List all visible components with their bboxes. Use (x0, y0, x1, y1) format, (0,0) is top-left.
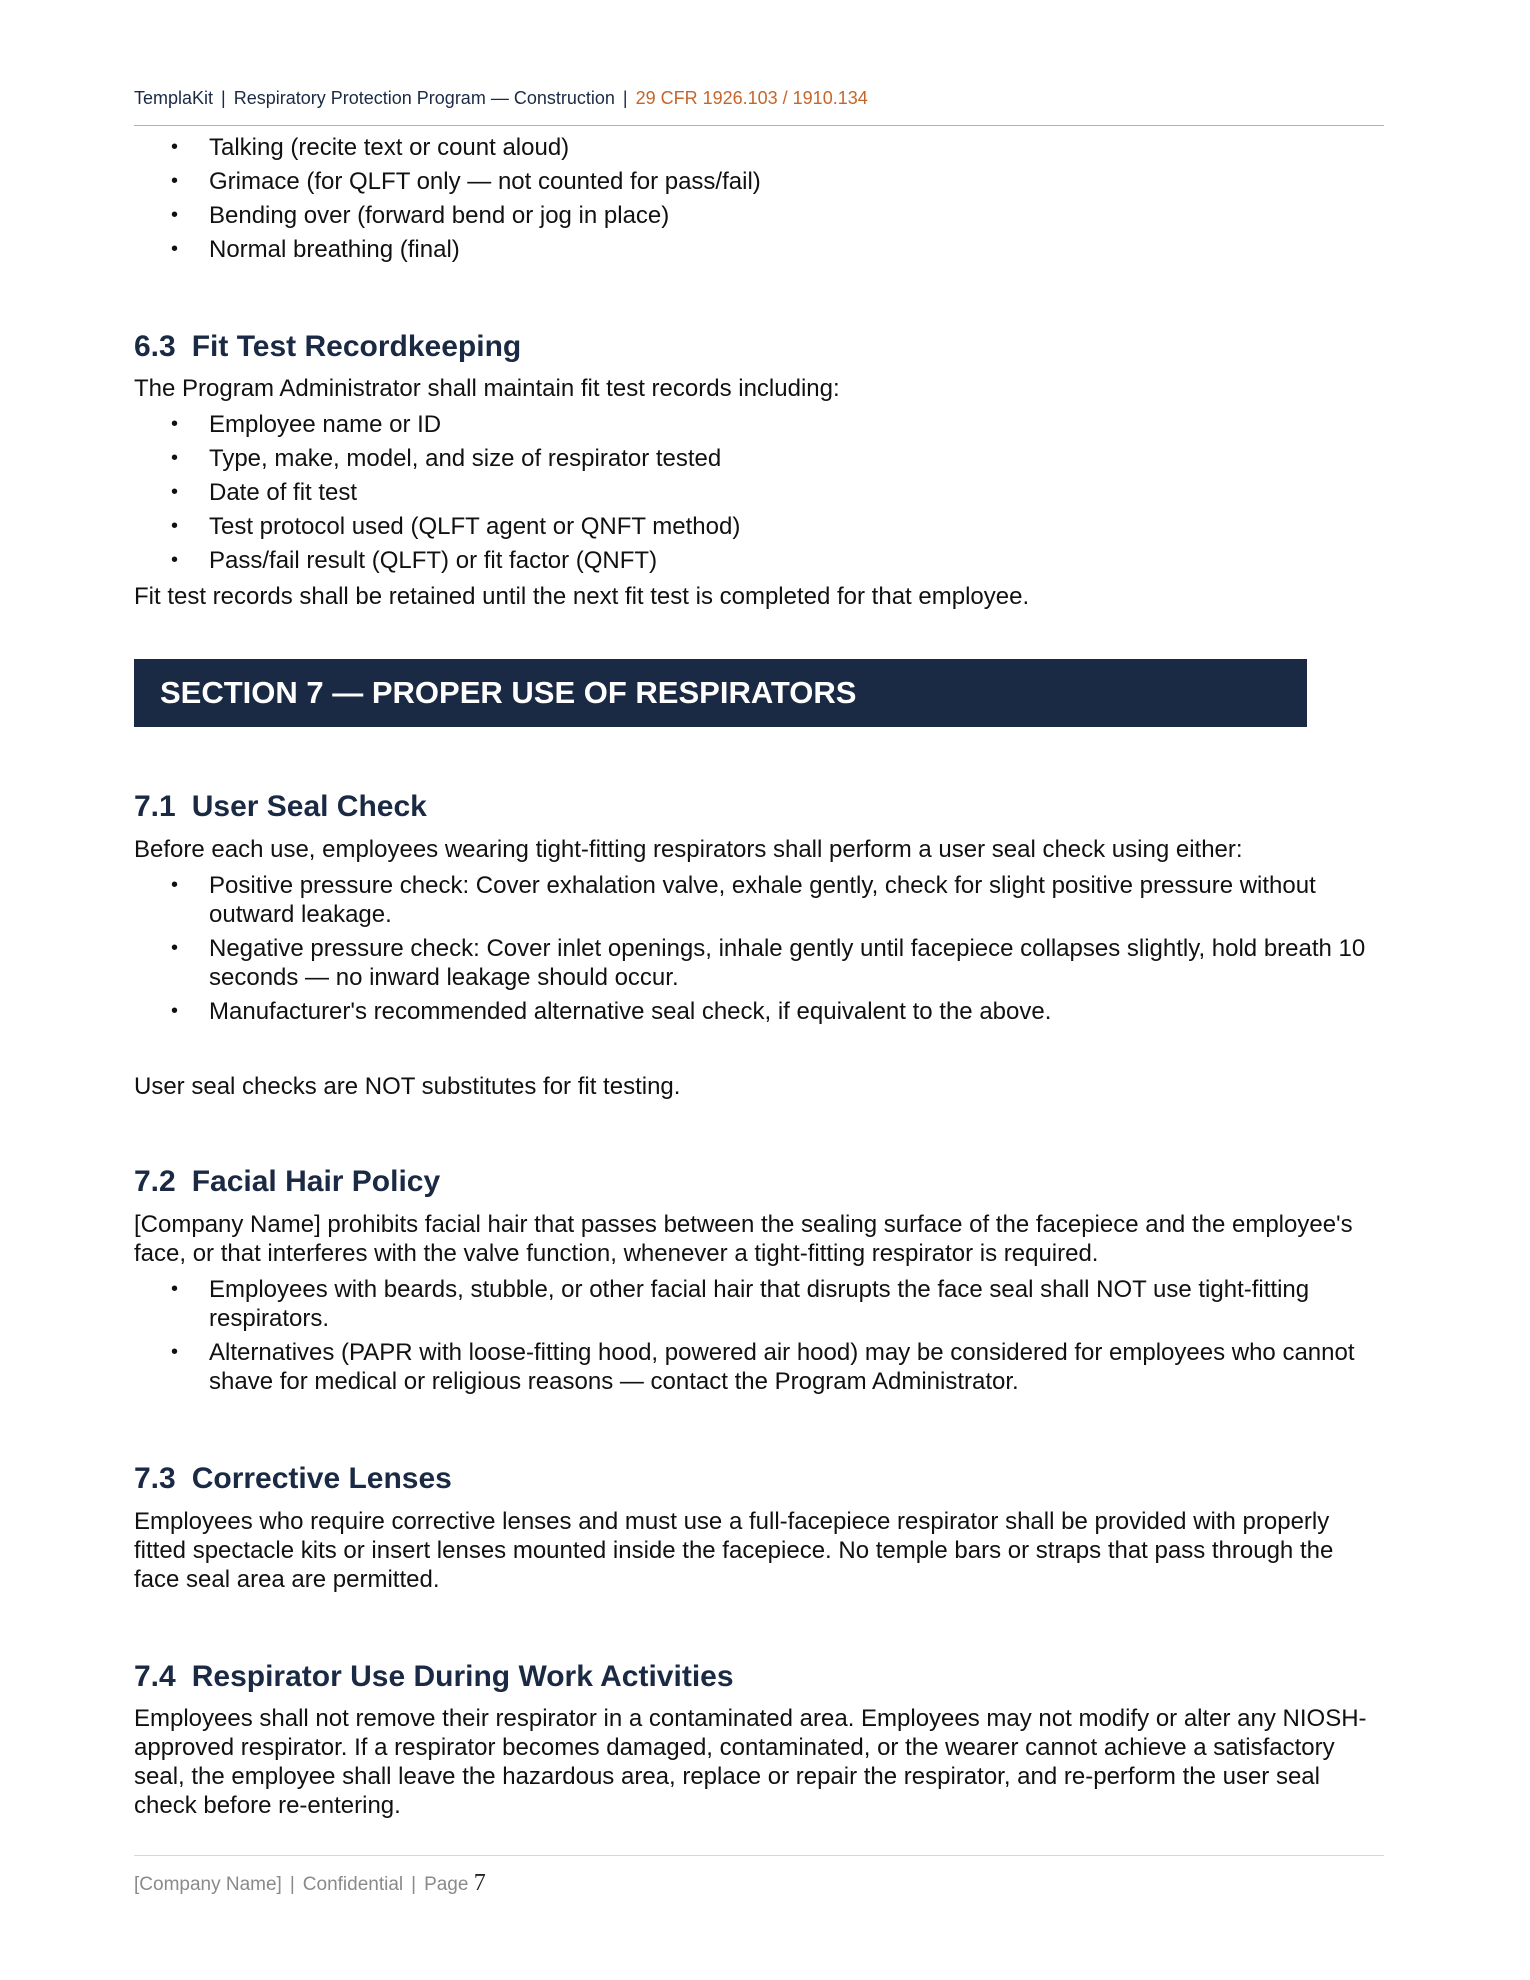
header-separator: | (622, 88, 628, 108)
bullet-icon: • (171, 413, 179, 435)
list-item: • Manufacturer's recommended alternative seal check, if equivalent to the above. (171, 998, 1052, 1025)
header-regulation: 29 CFR 1926.103 / 1910.134 (635, 88, 868, 108)
footer-company: [Company Name] (134, 1874, 282, 1895)
header-brand: TemplaKit (134, 88, 214, 108)
footer-divider (134, 1855, 1384, 1856)
bullet-icon: • (171, 447, 179, 469)
list-item: • Normal breathing (final) (171, 236, 460, 263)
section-7-banner: SECTION 7 — PROPER USE OF RESPIRATORS (134, 659, 1307, 727)
bullet-icon: • (171, 1278, 179, 1300)
section-heading-7-4: 7.4 Respirator Use During Work Activities (134, 1660, 734, 1693)
s7-3-body: Employees who require corrective lenses and must use a full-facepiece respirator shall be provided with properly fitted spectacle kits or insert lenses mounted inside the facepiece. No temple bars or straps that pass through the face seal area are permitted. (134, 1508, 1334, 1593)
list-item: • Pass/fail result (QLFT) or fit factor (QNFT) (171, 547, 658, 574)
s7-1-bullet-list (134, 871, 1384, 1026)
list-item: • Employees with beards, stubble, or other facial hair that disrupts the face seal shall NOT use tight-fitting respirators. (171, 1276, 1310, 1332)
list-item: • Alternatives (PAPR with loose-fitting hood, powered air hood) may be considered for employees who cannot shave for medical or religious reasons — contact the Program Administrator. (171, 1339, 1355, 1395)
list-item: • Talking (recite text or count aloud) (171, 134, 570, 161)
bullet-icon: • (171, 481, 179, 503)
s6-3-bullet-list (134, 410, 1384, 575)
section-heading-6-3: 6.3 Fit Test Recordkeeping (134, 330, 522, 363)
bullet-icon: • (171, 937, 179, 959)
bullet-icon: • (171, 170, 179, 192)
list-item: • Test protocol used (QLFT agent or QNFT method) (171, 513, 741, 540)
list-item: • Positive pressure check: Cover exhalation valve, exhale gently, check for slight positive pressure without outward leakage. (171, 872, 1316, 928)
header-title: Respiratory Protection Program — Construction (233, 88, 615, 108)
page-number: 7 (473, 1870, 486, 1896)
header-divider (134, 125, 1384, 126)
bullet-icon: • (171, 515, 179, 537)
s6-3-closing: Fit test records shall be retained until the next fit test is completed for that employee. (134, 583, 1030, 610)
bullet-icon: • (171, 1341, 179, 1363)
bullet-icon: • (171, 1000, 179, 1022)
s6-3-intro: The Program Administrator shall maintain fit test records including: (134, 375, 840, 402)
section-heading-7-1: 7.1 User Seal Check (134, 790, 427, 823)
s7-4-body: Employees shall not remove their respirator in a contaminated area. Employees may not modify or alter any NIOSH-approved respirator. If a respirator becomes damaged, contaminated, or the wearer cannot achieve a satisfactory seal, the employee shall leave the hazardous area, replace or repair the respirator, and re-perform the user seal check before re-entering. (134, 1705, 1367, 1819)
s7-1-closing: User seal checks are NOT substitutes for fit testing. (134, 1073, 681, 1100)
footer-page-label: Page (424, 1874, 469, 1895)
footer-separator: | (411, 1874, 417, 1895)
s7-1-intro: Before each use, employees wearing tight-fitting respirators shall perform a user seal check using either: (134, 836, 1243, 863)
list-item: • Grimace (for QLFT only — not counted for pass/fail) (171, 168, 761, 195)
list-item: • Date of fit test (171, 479, 358, 506)
bullet-icon: • (171, 204, 179, 226)
list-item: • Negative pressure check: Cover inlet openings, inhale gently until facepiece collapses slightly, hold breath 10 seconds — no inward leakage should occur. (171, 935, 1366, 991)
s7-2-intro: [Company Name] prohibits facial hair that passes between the sealing surface of the facepiece and the employee's face, or that interferes with the valve function, whenever a tight-fitting respirator is required. (134, 1211, 1353, 1267)
section-heading-7-3: 7.3 Corrective Lenses (134, 1462, 452, 1495)
s7-2-bullet-list (134, 1275, 1384, 1396)
bullet-icon: • (171, 874, 179, 896)
footer-confidential: Confidential (302, 1874, 404, 1895)
bullet-icon: • (171, 238, 179, 260)
bullet-icon: • (171, 549, 179, 571)
section-heading-7-2: 7.2 Facial Hair Policy (134, 1165, 441, 1198)
carryover-bullet-list (134, 133, 1384, 264)
footer-separator: | (289, 1874, 295, 1895)
list-item: • Bending over (forward bend or jog in place) (171, 202, 670, 229)
running-header (134, 88, 1384, 109)
running-footer (134, 1870, 486, 1897)
header-separator: | (221, 88, 226, 108)
list-item: • Type, make, model, and size of respirator tested (171, 445, 722, 472)
list-item: • Employee name or ID (171, 411, 442, 438)
bullet-icon: • (171, 136, 179, 158)
